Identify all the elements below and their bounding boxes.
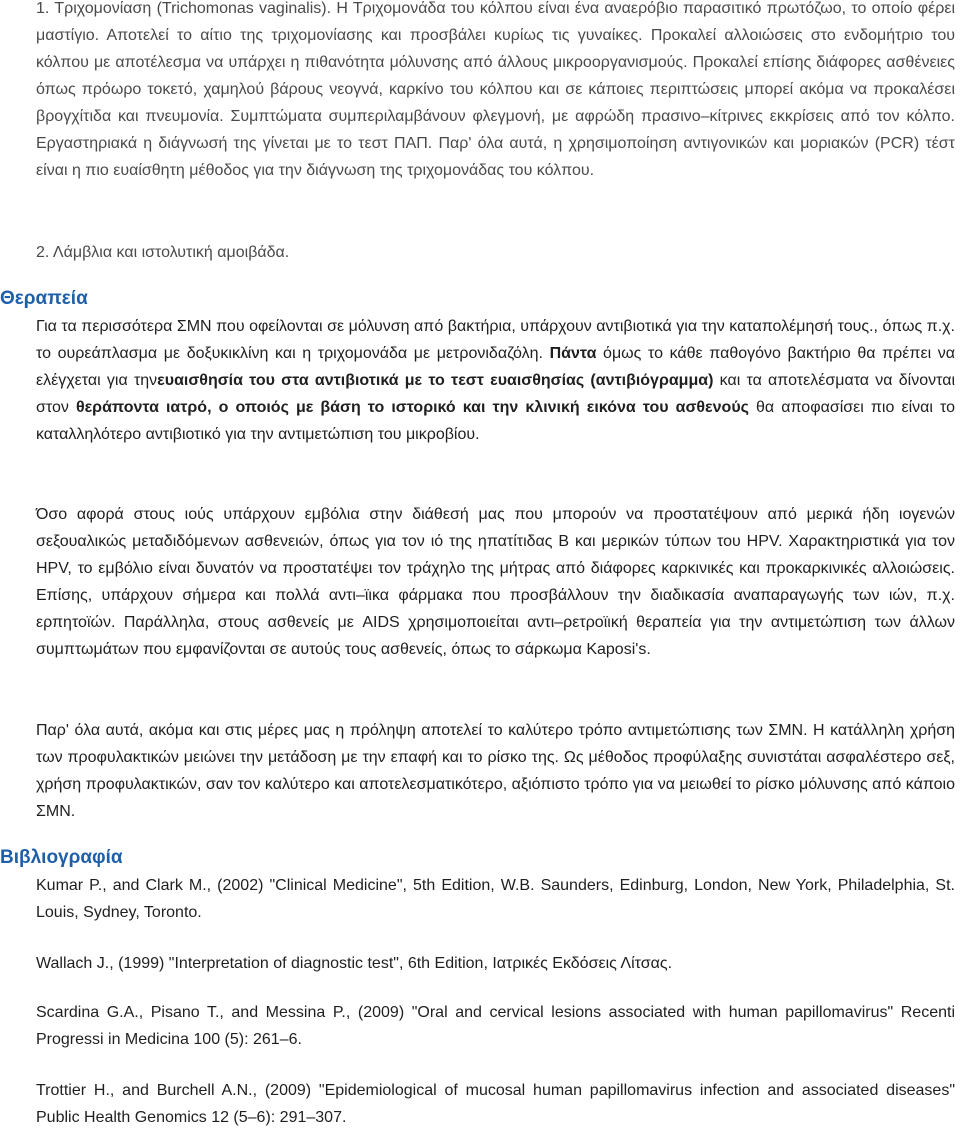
therapy-bold-sensitivity: ευαισθησία του στα αντιβιοτικά με το τεστ ευαισθησίας (αντιβιόγραμμα) [157, 372, 714, 389]
reference-item: Wallach J., (1999) "Interpretation of diagnostic test", 6th Edition, Ιατρικές Εκδόσεις Λίτσας. [36, 955, 673, 972]
therapy-bold-doctor: θεράποντα ιατρό, ο οποιός με βάση το ιστορικό και την κλινική εικόνα του ασθενούς [75, 399, 749, 416]
paragraph-therapy-antibiotics [36, 313, 955, 448]
heading-therapy: Θεραπεία [0, 288, 88, 309]
paragraph-therapy-viruses: Όσο αφορά στους ιούς υπάρχουν εμβόλια στην διάθεσή μας που μπορούν να προστατέψουν από μερικά ήδη ιογενών σεξουαλικώς μεταδιδόμενων ασθενειών, όπως για τον ιό της ηπατίτιδας Β και μερικών τύπων του HPV. Χαρακτηριστικά για τον HPV, το εμβόλιο είναι δυνατόν να προστατέψει τον τράχηλο της μήτρας από διάφορες καρκινικές και προκαρκινικές αλλοιώσεις. Επίσης, υπάρχουν σήμερα και πολλά αντι–ϊικα φάρμακα που προσβάλλουν την διαδικασία αναπαραγωγής των ιών, π.χ. ερπητοϊών. Παράλληλα, στους ασθενείς με AIDS χρησιμοποιείται αντι–ρετροϊική θεραπεία για την αντιμετώπιση των άλλων συμπτωμάτων που εμφανίζονται σε αυτούς τους ασθενείς, όπως το σάρκωμα Kaposi's. [36, 506, 955, 658]
reference-item: Kumar P., and Clark M., (2002) "Clinical Medicine", 5th Edition, W.B. Saunders, Edinburg, London, New York, Philadelphia, St. Louis, Sydney, Toronto. [36, 877, 955, 921]
therapy-text-1: Για τα περισσότερα ΣΜΝ που οφείλονται σε μόλυνση από βακτήρια, υπάρχουν αντιβιοτικά για την καταπολέμησή τους., όπως π.χ. το ουρεάπλασμα με δοξυκικλίνη και η τριχομονάδα με μετρονιδαζόλη. [36, 318, 955, 362]
therapy-bold-always: Πάντα [549, 345, 597, 362]
paragraph-therapy-prevention: Παρ' όλα αυτά, ακόμα και στις μέρες μας η πρόληψη αποτελεί το καλύτερο τρόπο αντιμετώπισης των ΣΜΝ. Η κατάλληλη χρήση των προφυλακτικών μειώνει την μετάδοση με την επαφή και το ρίσκο της. Ως μέθοδος προφύλαξης συνιστάται ασφαλέστερο σεξ, χρήση προφυλακτικών, σαν τον καλύτερο και αποτελεσματικότερο, αξιόπιστο τρόπο για να μειωθεί το ρίσκο μόλυνσης από κάποιο ΣΜΝ. [36, 722, 955, 820]
heading-bibliography: Βιβλιογραφία [0, 847, 123, 868]
reference-item: Scardina G.A., Pisano T., and Messina P., (2009) "Oral and cervical lesions associated with human papillomavirus" Recenti Progressi in Medicina 100 (5): 261–6. [36, 1004, 955, 1048]
reference-item: Trottier H., and Burchell A.N., (2009) "Epidemiological of mucosal human papillomavirus infection and associated diseases" Public Health Genomics 12 (5–6): 291–307. [36, 1082, 955, 1126]
paragraph-lamblia: 2. Λάμβλια και ιστολυτική αμοιβάδα. [36, 244, 290, 261]
paragraph-trichomoniasis: 1. Τριχομονίαση (Trichomonas vaginalis). Η Τριχομονάδα του κόλπου είναι ένα αναερόβιο παρασιτικό πρωτόζωο, το οποίο φέρει μαστίγιο. Αποτελεί το αίτιο της τριχομονίασης και προσβάλει κυρίως τις γυναίκες. Προκαλεί αλλοιώσεις στο ενδομήτριο του κόλπου με αποτέλεσμα να υπάρχει η πιθανότητα μόλυνσης από άλλους μικροοργανισμούς. Προκαλεί επίσης διάφορες ασθένειες όπως πρόωρο τοκετό, χαμηλού βάρους νεογνά, καρκίνο του κόλπου και σε κάποιες περιπτώσεις μπορεί ακόμα να προκαλέσει βρογχίτιδα και πνευμονία. Συμπτώματα συμπεριλαμβάνουν φλεγμονή, με αφρώδη πρασινο–κίτρινες εκκρίσεις από τον κόλπο. Εργαστηριακά η διάγνωσή της γίνεται με το τεστ ΠΑΠ. Παρ' όλα αυτά, η χρησιμοποίηση αντιγονικών και μοριακών (PCR) τέστ είναι η πιο ευαίσθητη μέθοδος για την διάγνωση της τριχομονάδας του κόλπου. [36, 0, 955, 179]
therapy-text-3: και τα αποτελέσματα να δίνονται στον [36, 372, 956, 416]
therapy-text-2: όμως το κάθε παθογόνο βακτήριο θα πρέπει να ελέγχεται για την [36, 345, 955, 389]
therapy-text-4: θα αποφασίσει πιο είναι το καταλληλότερο αντιβιοτικό για την αντιμετώπιση του μικροβίου. [36, 399, 955, 443]
